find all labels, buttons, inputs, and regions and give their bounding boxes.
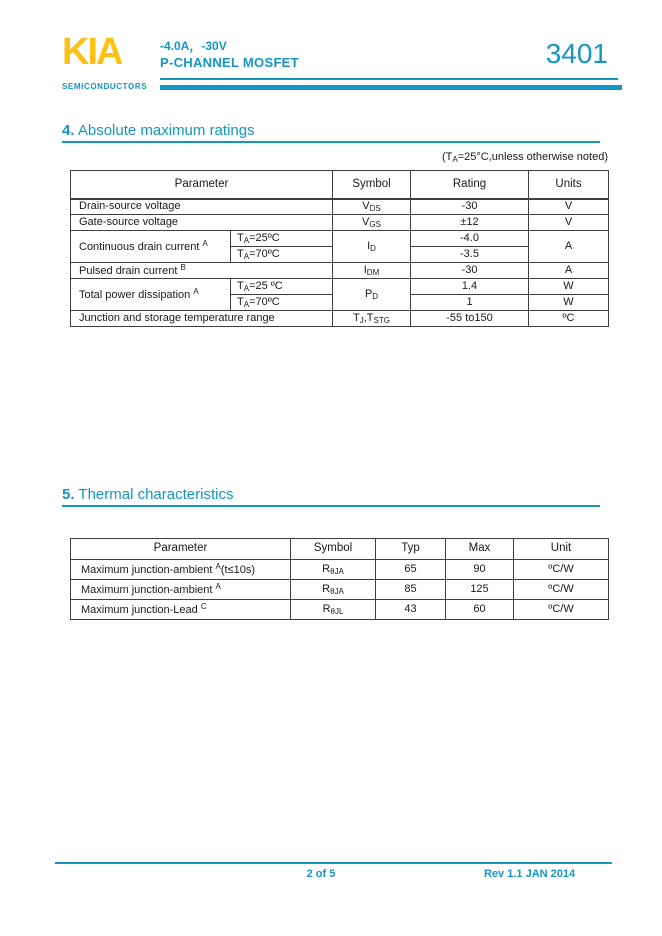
units-cell: A [529, 263, 609, 279]
typ-cell: 65 [376, 560, 446, 580]
revision-label: Rev 1.1 JAN 2014 [484, 868, 576, 880]
parameter-cell: Maximum junction-Lead $^C$ [71, 600, 291, 620]
section-5-number: 5. [62, 486, 75, 503]
table-row [71, 311, 609, 327]
units-cell: V [529, 215, 609, 231]
column-header-parameter: Parameter [71, 539, 291, 560]
kia-logo: KIA [62, 31, 122, 73]
section-5-title-text: Thermal characteristics [74, 486, 234, 503]
section-4-underline [62, 141, 600, 143]
column-header-unit: Unit [514, 539, 609, 560]
unit-cell: ºC/W [514, 600, 609, 620]
device-rating-line: -4.0A，-30V [160, 39, 227, 53]
parameter-cell: Maximum junction-ambient $^A$ [71, 580, 291, 600]
symbol-cell: $R_{\theta JA}$ [291, 580, 376, 600]
typ-cell: 43 [376, 600, 446, 620]
unit-cell: ºC/W [514, 580, 609, 600]
table-row [71, 231, 609, 247]
header-divider-thick [160, 85, 622, 90]
table-header-row [71, 539, 609, 560]
symbol-cell: $V_{DS}$ [333, 199, 411, 215]
kia-logo-subtext: SEMICONDUCTORS [62, 82, 148, 91]
units-cell: ºC [529, 311, 609, 327]
thermal-characteristics-table [70, 538, 609, 620]
rating-cell: 1.4 [411, 279, 529, 295]
table-row [71, 580, 609, 600]
column-header-symbol: Symbol [333, 171, 411, 199]
rating-cell: -30 [411, 199, 529, 215]
device-type-line: P-CHANNEL MOSFET [160, 55, 299, 70]
typ-cell: 85 [376, 580, 446, 600]
rating-cell: ±12 [411, 215, 529, 231]
table-row [71, 279, 609, 295]
column-header-symbol: Symbol [291, 539, 376, 560]
table-row [71, 215, 609, 231]
parameter-cell: Maximum junction-ambient $^A$(t≤10s) [71, 560, 291, 580]
absolute-maximum-ratings-table [70, 170, 609, 327]
symbol-cell: $P_D$ [333, 279, 411, 311]
table-row [71, 600, 609, 620]
section-5-title [62, 486, 233, 503]
section-4-title [62, 122, 255, 139]
column-header-max: Max [446, 539, 514, 560]
parameter-cell: Total power dissipation $^A$ [71, 279, 231, 311]
condition-cell: $T_A=70ºC$ [231, 295, 333, 311]
table-row [71, 199, 609, 215]
table-row [71, 560, 609, 580]
symbol-cell: $V_{GS}$ [333, 215, 411, 231]
rating-cell: -55 to150 [411, 311, 529, 327]
rating-cell: -4.0 [411, 231, 529, 247]
footer-divider [55, 862, 612, 864]
parameter-cell: Drain-source voltage [71, 199, 333, 215]
column-header-units: Units [529, 171, 609, 199]
parameter-cell: Continuous drain current $^A$ [71, 231, 231, 263]
max-cell: 125 [446, 580, 514, 600]
units-cell: V [529, 199, 609, 215]
max-cell: 90 [446, 560, 514, 580]
rating-cell: 1 [411, 295, 529, 311]
column-header-typ: Typ [376, 539, 446, 560]
section-4-number: 4. [62, 122, 75, 139]
units-cell: W [529, 295, 609, 311]
column-header-rating: Rating [411, 171, 529, 199]
max-cell: 60 [446, 600, 514, 620]
table-header-row [71, 171, 609, 199]
symbol-cell: $I_{DM}$ [333, 263, 411, 279]
condition-cell: $T_A=25ºC$ [231, 231, 333, 247]
units-cell: W [529, 279, 609, 295]
part-number: 3401 [545, 38, 608, 69]
table-row [71, 263, 609, 279]
condition-cell: $T_A=25$ ºC [231, 279, 333, 295]
unit-cell: ºC/W [514, 560, 609, 580]
header-divider-thin [160, 78, 618, 80]
rating-cell: -3.5 [411, 247, 529, 263]
symbol-cell: $R_{\theta JL}$ [291, 600, 376, 620]
symbol-cell: $T_J,T_{STG}$ [333, 311, 411, 327]
page-indicator: 2 of 5 [306, 868, 336, 880]
symbol-cell: $I_D$ [333, 231, 411, 263]
condition-cell: $T_A=70ºC$ [231, 247, 333, 263]
condition-note: ($T_A=25^\circ C,unless$ otherwise noted) [442, 151, 608, 164]
units-cell: A [529, 231, 609, 263]
parameter-cell: Junction and storage temperature range [71, 311, 333, 327]
symbol-cell: $R_{\theta JA}$ [291, 560, 376, 580]
section-5-underline [62, 505, 600, 507]
parameter-cell: Gate-source voltage [71, 215, 333, 231]
parameter-cell: Pulsed drain current $^B$ [71, 263, 333, 279]
column-header-parameter: Parameter [71, 171, 333, 199]
rating-cell: -30 [411, 263, 529, 279]
section-4-title-text: Absolute maximum ratings [74, 122, 255, 139]
